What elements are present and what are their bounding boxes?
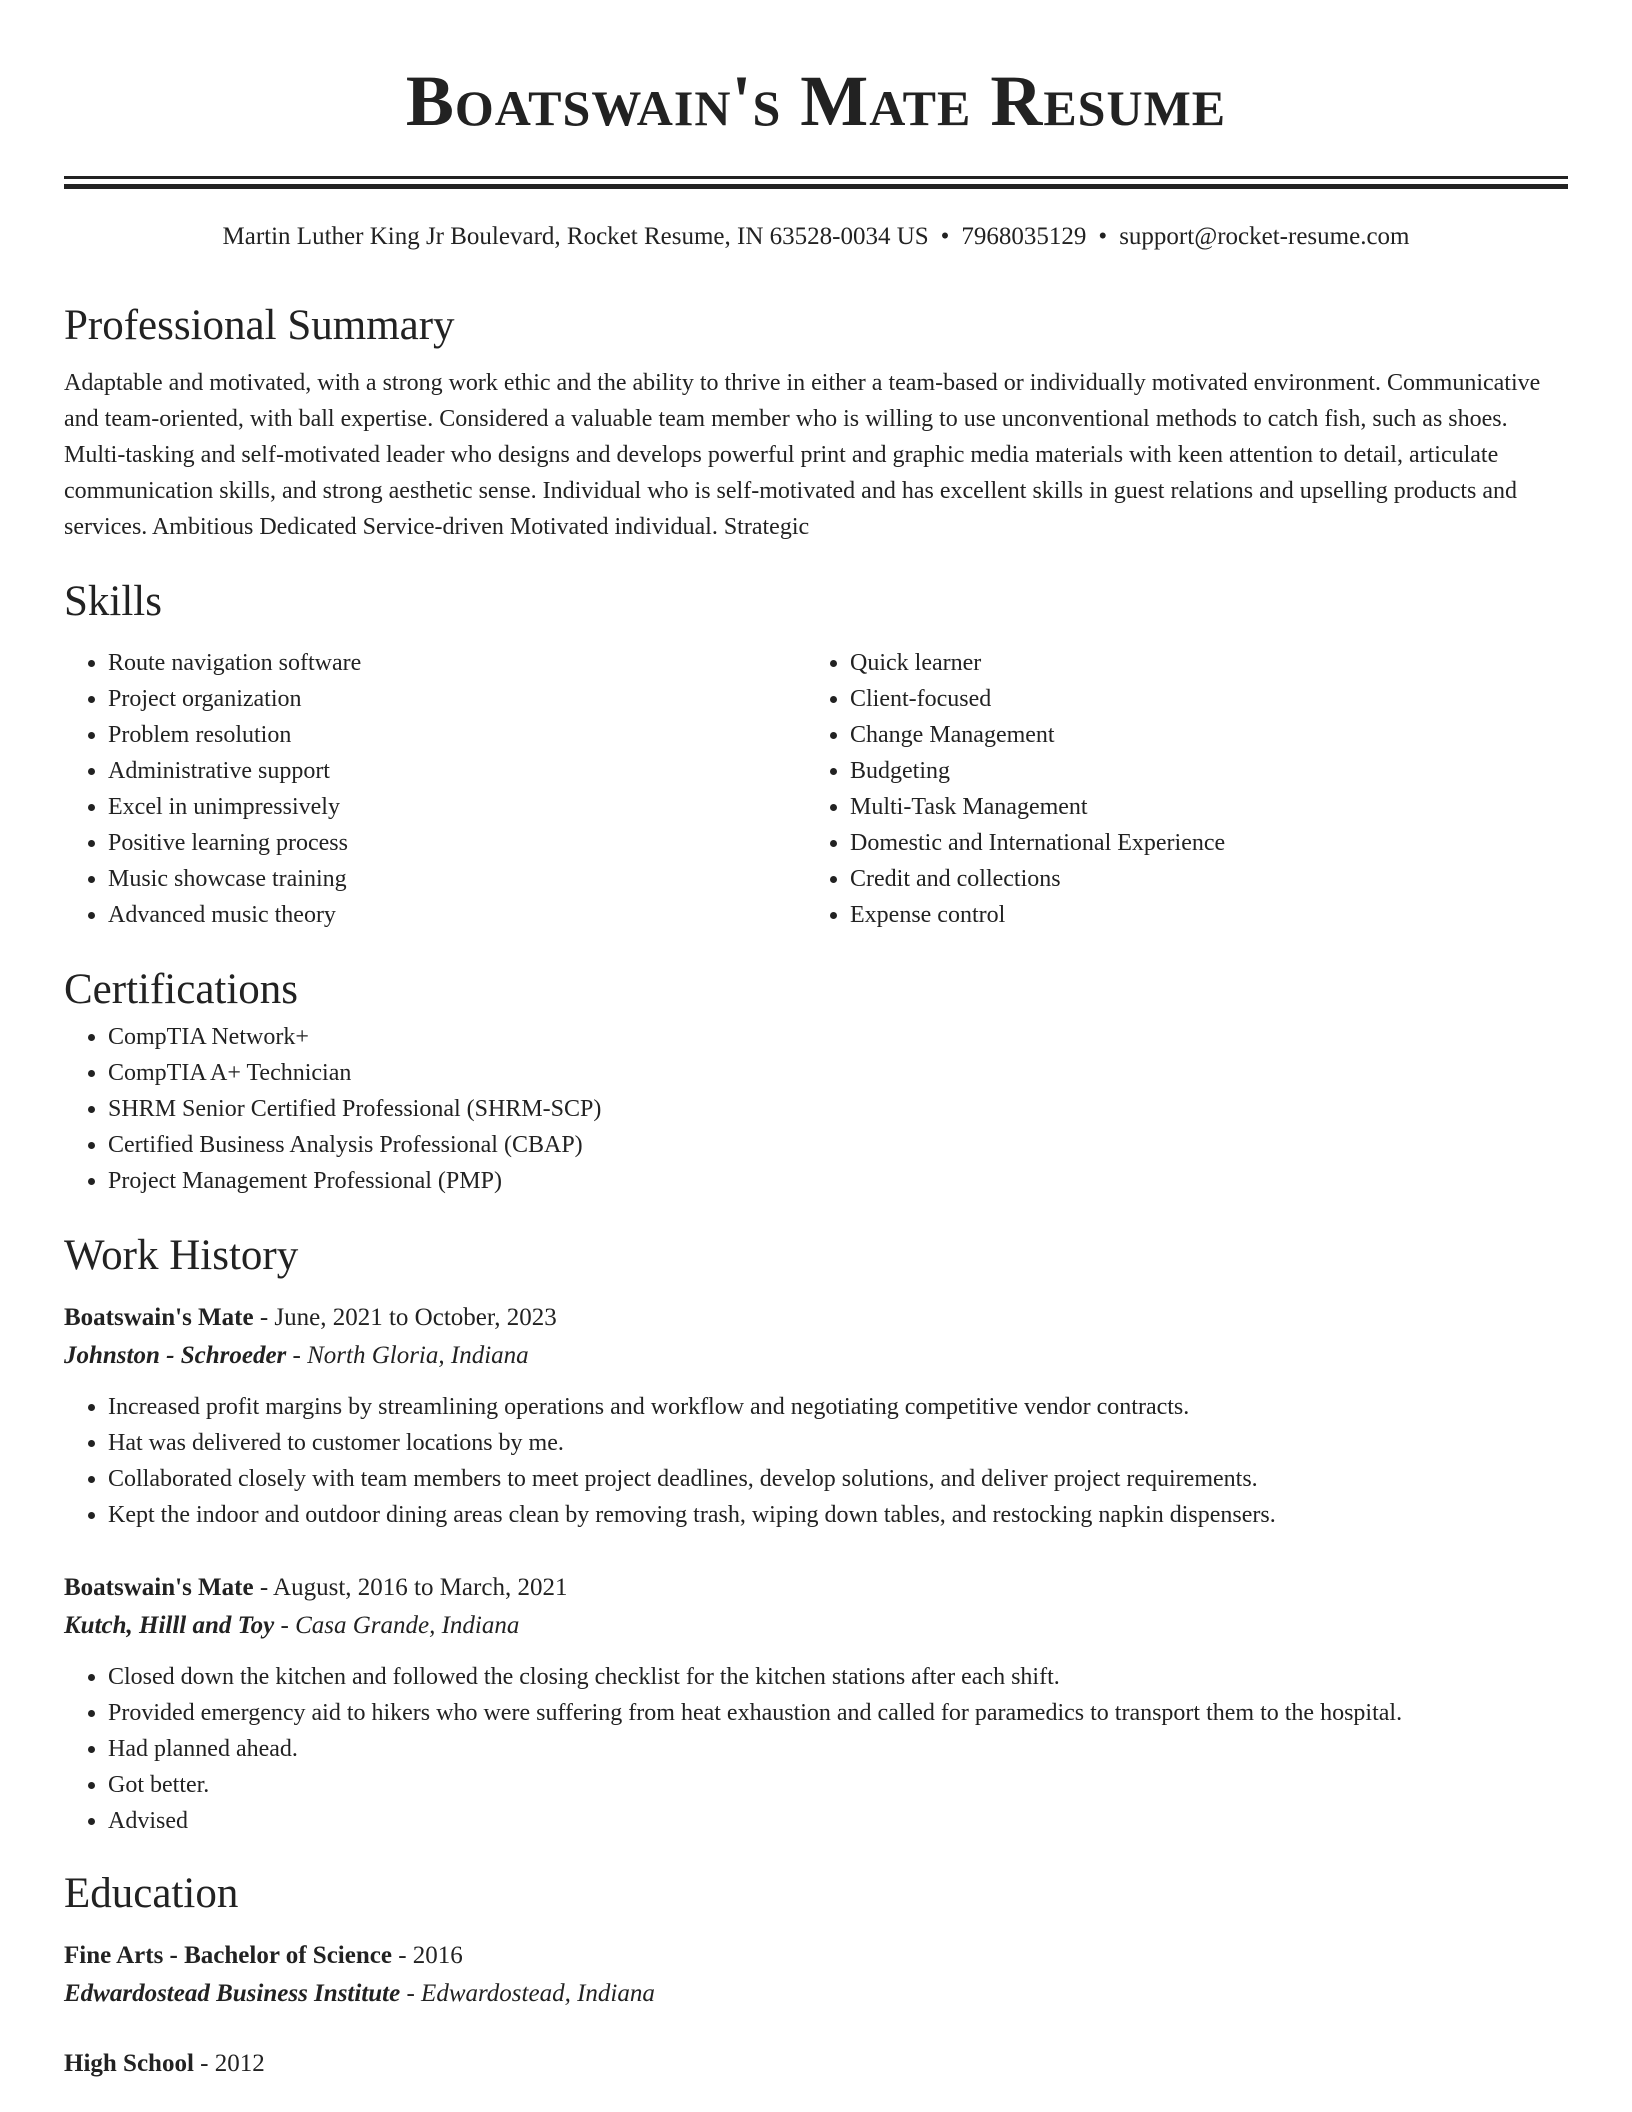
- education-degree-line: [64, 1937, 1568, 1975]
- skills-column-right: [806, 645, 1548, 933]
- dash: -: [292, 1342, 301, 1369]
- certifications-section: [64, 961, 1568, 1199]
- job-bullet: • Closed down the kitchen and followed the closing checklist for the kitchen stations after each shift.: [108, 1659, 1568, 1695]
- contact-address: Martin Luther King Jr Boulevard, Rocket Resume, IN 63528-0034 US: [222, 223, 929, 250]
- skill-item: • Domestic and International Experience: [850, 825, 1548, 861]
- contact-separator: •: [940, 223, 950, 250]
- education-section: [64, 1865, 1568, 2083]
- certifications-list: [64, 1019, 1568, 1199]
- job-entry: [64, 1569, 1568, 1839]
- certification-item: • CompTIA A+ Technician: [108, 1055, 1568, 1091]
- job-role: Boatswain's Mate: [64, 1304, 254, 1331]
- skill-item: • Expense control: [850, 897, 1548, 933]
- skill-item: • Advanced music theory: [108, 897, 806, 933]
- skill-item: • Client-focused: [850, 681, 1548, 717]
- job-bullets: [64, 1389, 1568, 1533]
- education-entry: [64, 2045, 1568, 2083]
- education-entry: [64, 1937, 1568, 2013]
- section-heading-summary: Professional Summary: [64, 302, 455, 349]
- dash: -: [200, 2050, 209, 2077]
- summary-section: [64, 297, 1568, 545]
- job-role: Boatswain's Mate: [64, 1574, 254, 1601]
- job-location: Casa Grande, Indiana: [295, 1612, 520, 1639]
- certification-item: • Certified Business Analysis Professional (CBAP): [108, 1127, 1568, 1163]
- resume-title: Boatswain's Mate Resume: [405, 61, 1227, 141]
- education-year: 2012: [214, 2050, 265, 2077]
- contact-line: [64, 219, 1568, 255]
- dash: -: [406, 1980, 415, 2007]
- skill-item: • Excel in unimpressively: [108, 789, 806, 825]
- skill-item: • Problem resolution: [108, 717, 806, 753]
- education-school-line: [64, 1975, 1568, 2013]
- job-title-line: [64, 1569, 1568, 1607]
- skill-item: • Quick learner: [850, 645, 1548, 681]
- skill-item: • Multi-Task Management: [850, 789, 1548, 825]
- job-location: North Gloria, Indiana: [307, 1342, 529, 1369]
- job-dates: June, 2021 to October, 2023: [274, 1304, 557, 1331]
- education-degree: High School: [64, 2050, 194, 2077]
- skill-item: • Project organization: [108, 681, 806, 717]
- skill-item: • Music showcase training: [108, 861, 806, 897]
- section-heading-education: Education: [64, 1870, 239, 1917]
- skill-item: • Budgeting: [850, 753, 1548, 789]
- certification-item: • Project Management Professional (PMP): [108, 1163, 1568, 1199]
- job-bullet: • Collaborated closely with team members to meet project deadlines, develop solutions, and deliver project requirements.: [108, 1461, 1568, 1497]
- education-location: Edwardostead, Indiana: [421, 1980, 655, 2007]
- education-school: Edwardostead Business Institute: [64, 1980, 401, 2007]
- work-history-section: [64, 1227, 1568, 1839]
- skill-item: • Credit and collections: [850, 861, 1548, 897]
- job-title-line: [64, 1299, 1568, 1337]
- job-company-line: [64, 1607, 1568, 1645]
- dash: -: [259, 1304, 269, 1331]
- section-heading-work-history: Work History: [64, 1232, 299, 1279]
- job-bullets: [64, 1659, 1568, 1839]
- job-bullet: • Got better.: [108, 1767, 1568, 1803]
- dash: -: [398, 1942, 407, 1969]
- certification-item: • CompTIA Network+: [108, 1019, 1568, 1055]
- education-degree-line: [64, 2045, 1568, 2083]
- job-bullet: • Provided emergency aid to hikers who were suffering from heat exhaustion and called for paramedics to transport them to the hospital.: [108, 1695, 1568, 1731]
- summary-text: Adaptable and motivated, with a strong work ethic and the ability to thrive in either a team-based or individually motivated environment. Communicative and team-oriented, with ball expertise. Considered a valuable team member who is willing to use unconventional methods to catch fish, such as shoes. Multi-tasking and self-motivated leader who designs and develops powerful print and graphic media materials with keen attention to detail, articulate communication skills, and strong aesthetic sense. Individual who is self-motivated and has excellent skills in guest relations and upselling products and services. Ambitious Dedicated Service-driven Motivated individual. Strategic: [64, 370, 1541, 540]
- skills-column-left: [64, 645, 806, 933]
- job-bullet: • Had planned ahead.: [108, 1731, 1568, 1767]
- section-heading-certifications: Certifications: [64, 966, 299, 1013]
- job-bullet: • Increased profit margins by streamlining operations and workflow and negotiating competitive vendor contracts.: [108, 1389, 1568, 1425]
- section-heading-skills: Skills: [64, 578, 162, 625]
- job-entry: [64, 1299, 1568, 1533]
- dash: -: [280, 1612, 289, 1639]
- education-year: 2016: [412, 1942, 463, 1969]
- job-company: Kutch, Hilll and Toy: [64, 1612, 275, 1639]
- job-dates: August, 2016 to March, 2021: [273, 1574, 568, 1601]
- dash: -: [259, 1574, 269, 1601]
- skill-item: • Route navigation software: [108, 645, 806, 681]
- skill-item: • Administrative support: [108, 753, 806, 789]
- job-company-line: [64, 1337, 1568, 1375]
- skill-item: • Positive learning process: [108, 825, 806, 861]
- job-company: Johnston - Schroeder: [64, 1342, 287, 1369]
- skill-item: • Change Management: [850, 717, 1548, 753]
- certification-item: • SHRM Senior Certified Professional (SHRM-SCP): [108, 1091, 1568, 1127]
- contact-phone: 7968035129: [961, 223, 1087, 250]
- job-bullet: • Advised: [108, 1803, 1568, 1839]
- skills-grid: [64, 645, 1568, 933]
- skills-section: [64, 573, 1568, 933]
- job-bullet: • Kept the indoor and outdoor dining areas clean by removing trash, wiping down tables, and restocking napkin dispensers.: [108, 1497, 1568, 1533]
- contact-separator: •: [1098, 223, 1108, 250]
- title-divider-thin: [64, 176, 1568, 179]
- title-divider-thick: [64, 184, 1568, 189]
- job-bullet: • Hat was delivered to customer locations by me.: [108, 1425, 1568, 1461]
- contact-email: support@rocket-resume.com: [1119, 223, 1410, 250]
- education-degree: Fine Arts - Bachelor of Science: [64, 1942, 392, 1969]
